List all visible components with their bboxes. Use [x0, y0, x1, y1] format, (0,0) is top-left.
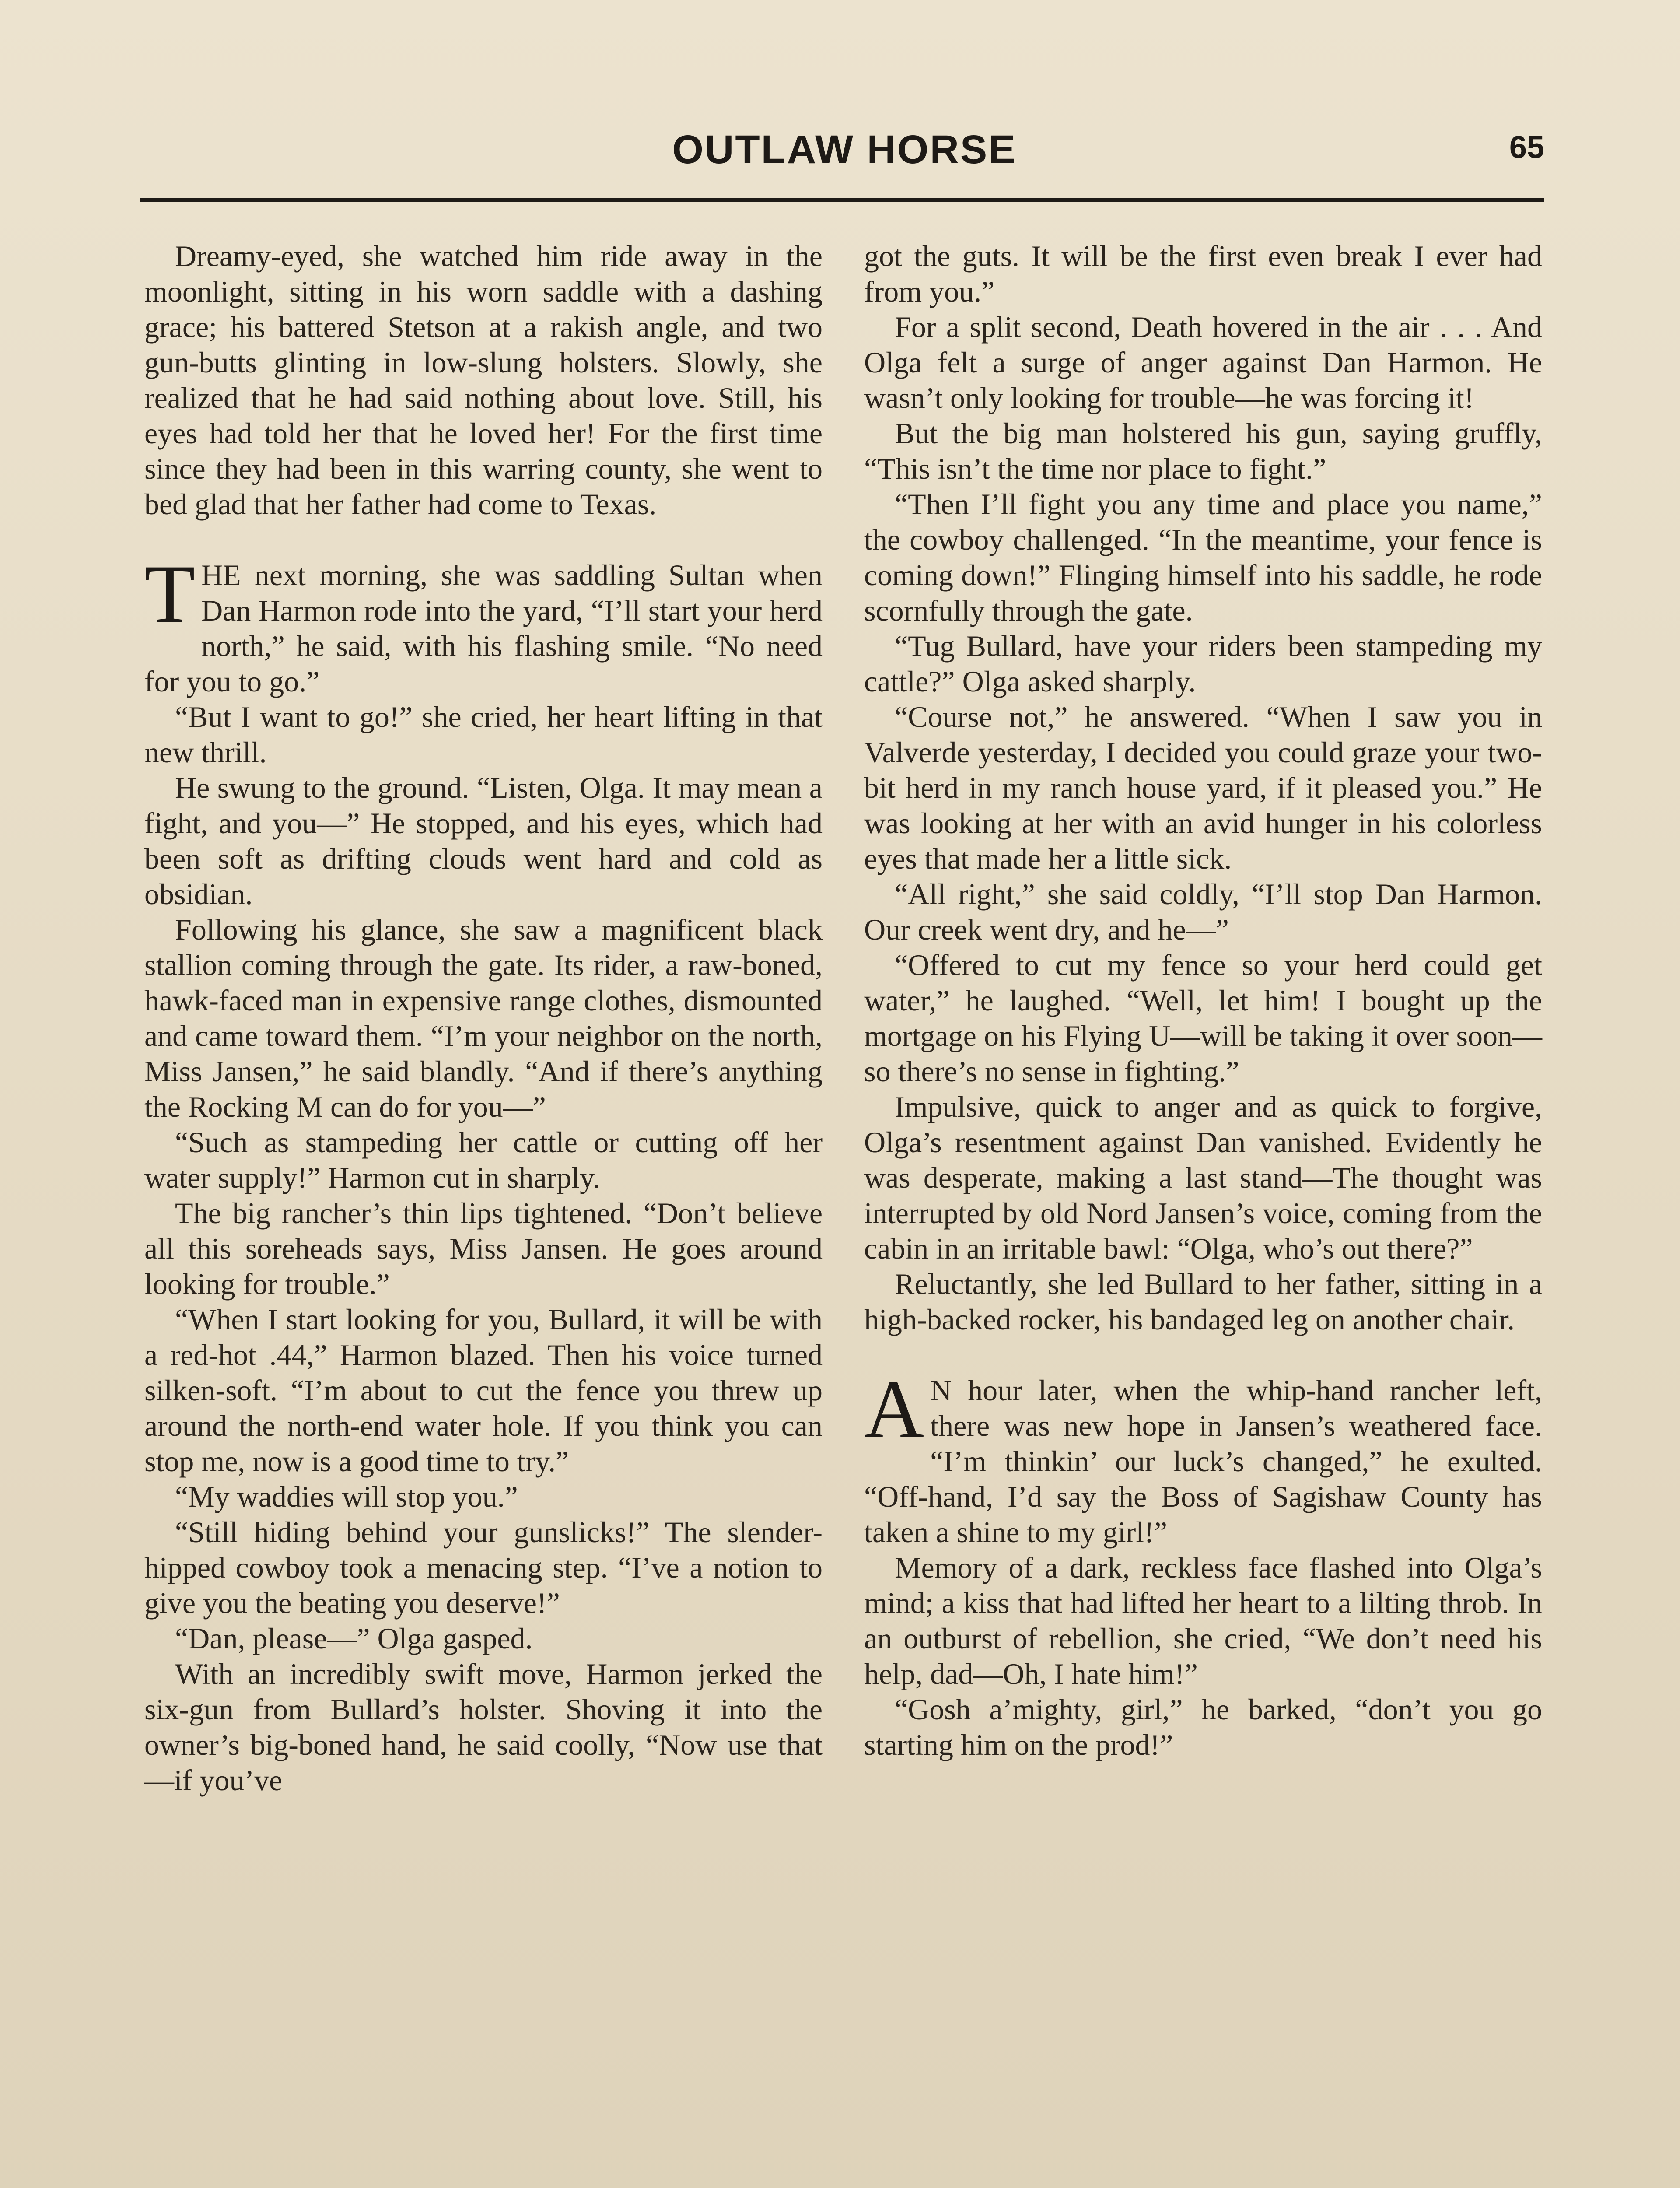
- paragraph: “Tug Bullard, have your riders been stampeding my cattle?” Olga asked sharply.: [864, 629, 1542, 698]
- paragraph: The big rancher’s thin lips tightened. “Don’t believe all this soreheads says, Miss Jansen. He goes around looking for trouble.”: [144, 1196, 822, 1301]
- paragraph: He swung to the ground. “Listen, Olga. It may mean a fight, and you—” He stopped, and his eyes, which had been soft as drifting clouds went hard and cold as obsidian.: [144, 771, 822, 911]
- drop-cap: T: [144, 548, 196, 640]
- header-rule: [140, 198, 1544, 202]
- paragraph: “Offered to cut my fence so your herd could get water,” he laughed. “Well, let him! I bought up the mortgage on his Flying U—will be taking it over soon—so there’s no sense in fighting.”: [864, 948, 1542, 1088]
- paragraph: “My waddies will stop you.”: [175, 1480, 518, 1513]
- paragraph: got the guts. It will be the first even break I ever had from you.”: [864, 239, 1542, 308]
- paragraph: “When I start looking for you, Bullard, it will be with a red-hot .44,” Harmon blazed. Then his voice turned silken-soft. “I’m about to cut the fence you threw up around the north-end water hole. If you think you can stop me, now is a good time to try.”: [144, 1303, 822, 1478]
- page-header: [144, 127, 1544, 193]
- paragraph: For a split second, Death hovered in the air . . . And Olga felt a surge of anger against Dan Harmon. He wasn’t only looking for trouble—he was forcing it!: [864, 310, 1542, 414]
- paragraph: Impulsive, quick to anger and as quick to forgive, Olga’s resentment against Dan vanished. Evidently he was desperate, making a last stand—The thought was interrupted by old Nord Jansen’s voice, coming from the cabin in an irritable bawl: “Olga, who’s out there?”: [864, 1090, 1542, 1265]
- paragraph: “Course not,” he answered. “When I saw you in Valverde yesterday, I decided you could graze your two-bit herd in my ranch house yard, if it pleased you.” He was looking at her with an avid hunger in his colorless eyes that made her a little sick.: [864, 700, 1542, 875]
- paragraph: Following his glance, she saw a magnificent black stallion coming through the gate. Its rider, a raw-boned, hawk-faced man in expensive range clothes, dismounted and came toward them. “I’m your neighbor on the north, Miss Jansen,” he said blandly. “And if there’s anything the Rocking M can do for you—”: [144, 913, 822, 1123]
- paragraph: Memory of a dark, reckless face flashed into Olga’s mind; a kiss that had lifted her heart to a lilting throb. In an outburst of rebellion, she cried, “We don’t need his help, dad—Oh, I hate him!”: [864, 1551, 1542, 1690]
- right-column: [864, 238, 1542, 1763]
- story-title: OUTLAW HORSE: [672, 127, 1017, 172]
- left-column: [144, 238, 822, 1798]
- paragraph: But the big man holstered his gun, saying gruffly, “This isn’t the time nor place to fight.”: [864, 417, 1542, 485]
- paragraph: Reluctantly, she led Bullard to her father, sitting in a high-backed rocker, his bandaged leg on another chair.: [864, 1267, 1542, 1336]
- paragraph-dropcap: [864, 1364, 1542, 1550]
- paragraph-text: N hour later, when the whip-hand rancher left, there was new hope in Jansen’s weathered face. “I’m thinkin’ our luck’s changed,” he exulted. “Off-hand, I’d say the Boss of Sagishaw County has taken a shine to my girl!”: [864, 1374, 1542, 1549]
- paragraph: “All right,” she said coldly, “I’ll stop Dan Harmon. Our creek went dry, and he—”: [864, 877, 1542, 946]
- paragraph: “Still hiding behind your gunslicks!” The slender-hipped cowboy took a menacing step. “I’ve a notion to give you the beating you deserve!”: [144, 1515, 822, 1620]
- paragraph-dropcap: [144, 548, 822, 699]
- paragraph: “But I want to go!” she cried, her heart lifting in that new thrill.: [144, 700, 822, 769]
- paragraph: “Dan, please—” Olga gasped.: [175, 1622, 533, 1655]
- paragraph: “Then I’ll fight you any time and place you name,” the cowboy challenged. “In the meantime, your fence is coming down!” Flinging himself into his saddle, he rode scornfully through the gate.: [864, 487, 1542, 627]
- paragraph-text: HE next morning, she was saddling Sultan when Dan Harmon rode into the yard, “I’ll start your herd north,” he said, with his flashing smile. “No need for you to go.”: [144, 558, 822, 698]
- paragraph: “Such as stampeding her cattle or cutting off her water supply!” Harmon cut in sharply.: [144, 1126, 822, 1194]
- paragraph: With an incredibly swift move, Harmon jerked the six-gun from Bullard’s holster. Shoving it into the owner’s big-boned hand, he said coolly, “Now use that—if you’ve: [144, 1657, 822, 1797]
- page-number: 65: [1509, 130, 1544, 165]
- paragraph: Dreamy-eyed, she watched him ride away in the moonlight, sitting in his worn saddle with a dashing grace; his battered Stetson at a rakish angle, and two gun-butts glinting in low-slung holsters. Slowly, she realized that he had said nothing about love. Still, his eyes had told her that he loved her! For the first time since they had been in this warring county, she went to bed glad that her father had come to Texas.: [144, 239, 822, 521]
- drop-cap: A: [864, 1364, 924, 1455]
- paragraph: “Gosh a’mighty, girl,” he barked, “don’t you go starting him on the prod!”: [864, 1693, 1542, 1761]
